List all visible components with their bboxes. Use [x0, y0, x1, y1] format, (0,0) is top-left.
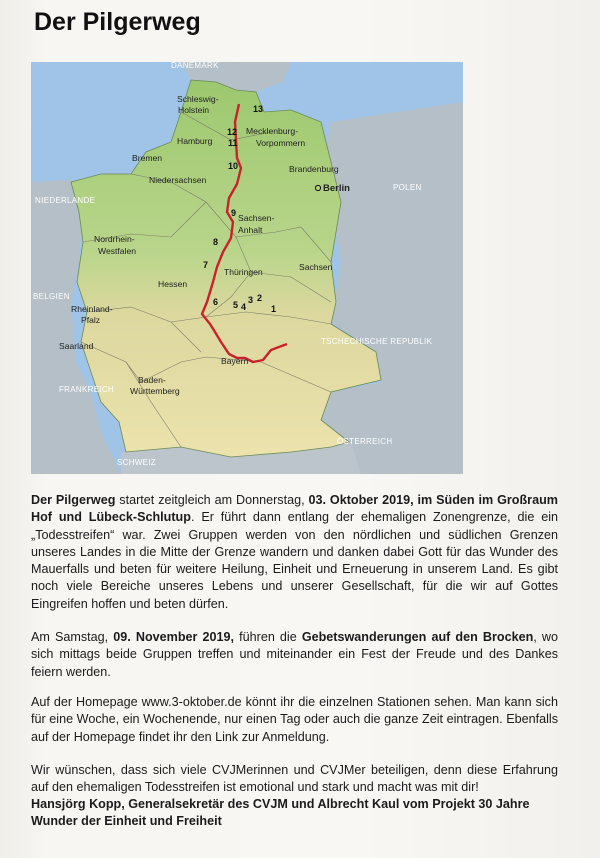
stage-2: 2	[257, 293, 263, 303]
country-belgium: BELGIEN	[33, 292, 70, 301]
state-hessen: Hessen	[158, 279, 188, 289]
intro-text-1: startet zeitgleich am Donnerstag,	[115, 493, 309, 507]
state-bayern: Bayern	[221, 356, 249, 366]
country-switzerland: SCHWEIZ	[117, 458, 156, 467]
intro-title: Der Pilgerweg	[31, 493, 116, 507]
state-hamburg: Hamburg	[177, 136, 213, 146]
state-sachsen: Sachsen	[299, 262, 333, 272]
brocken-text-3: , wo sich mittags beide Gruppen treffen und miteinander ein Fest der Freude und des Dankes feiern werden.	[31, 630, 558, 679]
paragraph-brocken	[31, 629, 558, 681]
stage-12: 12	[227, 127, 238, 137]
state-bw-2: Württemberg	[130, 386, 180, 396]
stage-11: 11	[228, 138, 238, 148]
paragraph-homepage: Auf der Homepage www.3-oktober.de könnt ihr die einzelnen Stationen sehen. Man kann sich für eine Woche, ein Wochenende, nur einen Tag oder auch die ganze Zeit eintragen. Ebenfalls auf der Homepage findet ihr den Link zur Anmeldung.	[31, 695, 558, 744]
stage-3: 3	[248, 295, 254, 305]
country-poland: POLEN	[393, 183, 422, 192]
stage-4: 4	[241, 302, 247, 312]
stage-9: 9	[231, 208, 237, 218]
state-rlp-1: Rheinland-	[71, 304, 113, 314]
brocken-date: 09. November 2019,	[113, 630, 235, 644]
state-nrw-2: Westfalen	[98, 246, 137, 256]
state-thueringen: Thüringen	[224, 267, 263, 277]
state-bremen: Bremen	[132, 153, 163, 163]
country-austria: ÖSTERREICH	[337, 437, 393, 446]
state-bw-1: Baden-	[138, 375, 166, 385]
stage-5: 5	[233, 300, 239, 310]
state-saarland: Saarland	[59, 341, 94, 351]
stage-8: 8	[213, 237, 219, 247]
state-brandenburg: Brandenburg	[289, 164, 339, 174]
state-schleswig-holstein-2: Holstein	[178, 105, 210, 115]
intro-text-2: . Er führt dann entlang der ehemaligen Zonengrenze, die ein „Todesstreifen“ war. Zwei Gruppen werden von den nördlichen und südlichen Grenzen unseres Landes in die Mitte der Grenze wandern und danken dabei Gott für das Wunder des Mauerfalls und beten für weitere Heilung, Einheit und Erneuerung in unserem Land. Es gibt noch viele Bereiche unseres Lebens und unserer Gesellschaft, für die wir auf Gottes Eingreifen hoffen und beten dürfen.	[31, 510, 558, 611]
brocken-highlight: Gebetswanderungen auf den Brocken	[301, 630, 534, 644]
country-czech: TSCHECHISCHE REPUBLIK	[321, 337, 433, 346]
state-sachsen-anhalt-2: Anhalt	[238, 225, 263, 235]
brocken-text-1: Am Samstag,	[31, 630, 114, 644]
stage-1: 1	[271, 304, 277, 314]
state-nrw-1: Nordrhein-	[94, 234, 135, 244]
country-netherlands: NIEDERLANDE	[35, 196, 96, 205]
stage-10: 10	[228, 161, 239, 171]
state-mv-2: Vorpommern	[256, 138, 306, 148]
paragraph-signature: Hansjörg Kopp, Generalsekretär des CVJM und Albrecht Kaul vom Projekt 30 Jahre Wunder der Einheit und Freiheit	[31, 797, 530, 829]
country-france: FRANKREICH	[59, 385, 115, 394]
stage-7: 7	[203, 260, 209, 270]
paragraph-intro	[31, 492, 558, 613]
brocken-text-2: führen die	[234, 630, 302, 644]
state-mv-1: Mecklenburg-	[246, 126, 299, 136]
country-denmark: DÄNEMARK	[171, 62, 219, 70]
map-svg	[31, 62, 463, 474]
city-berlin: Berlin	[323, 183, 350, 194]
paragraph-wish: Wir wünschen, dass sich viele CVJMerinnen und CVJMer beteiligen, denn diese Erfahrung auf den ehemaligen Todesstreifen ist emotional und stark und macht was mit dir!	[31, 763, 558, 795]
neighbor-east	[321, 102, 463, 474]
state-schleswig-holstein-1: Schleswig-	[177, 94, 219, 104]
intro-date-location: 03. Oktober 2019, im Süden im Großraum Hof und Lübeck-Schlutup	[31, 493, 558, 525]
stage-13: 13	[253, 104, 264, 114]
stage-6: 6	[213, 297, 219, 307]
state-sachsen-anhalt-1: Sachsen-	[238, 213, 275, 223]
page-title: Der Pilgerweg	[34, 8, 201, 36]
state-niedersachsen: Niedersachsen	[149, 175, 207, 185]
germany-route-map	[31, 62, 463, 474]
state-rlp-2: Pfalz	[81, 315, 101, 325]
